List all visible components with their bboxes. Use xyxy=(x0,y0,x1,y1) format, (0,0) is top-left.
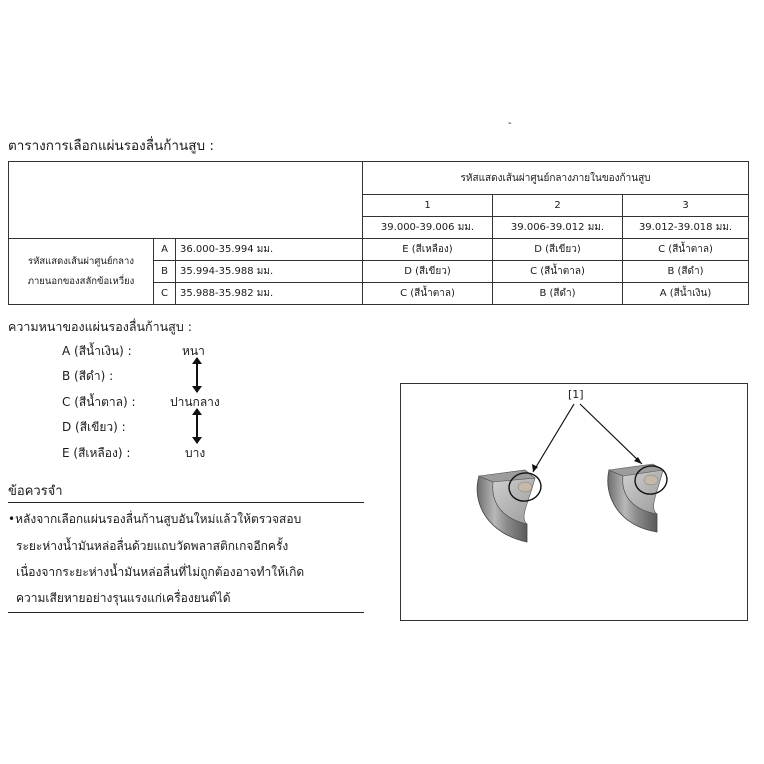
thick-label: หนา xyxy=(182,344,205,358)
thickness-label-e: E (สีเหลือง) : xyxy=(62,446,131,460)
note-line: เนื่องจากระยะห่างน้ำมันหล่อลื่นที่ไม่ถูกต้องอาจทำให้เกิด xyxy=(16,565,305,579)
note-title: ข้อควรจำ xyxy=(8,484,63,499)
table-cell: B (สีดำ) xyxy=(493,283,623,305)
thickness-title: ความหนาของแผ่นรองลื่นก้านสูบ : xyxy=(8,319,192,334)
double-arrow-icon xyxy=(196,409,198,443)
note-line: ระยะห่างน้ำมันหล่อลื่นด้วยแถบวัดพลาสติกเกจอีกครั้ง xyxy=(16,539,289,553)
table-row xyxy=(9,239,749,261)
row-code: C xyxy=(154,283,176,305)
double-arrow-icon xyxy=(196,358,198,392)
note-divider-top xyxy=(8,502,364,503)
page-title: ตารางการเลือกแผ่นรองลื่นก้านสูบ : xyxy=(8,138,214,154)
table-cell: A (สีน้ำเงิน) xyxy=(623,283,749,305)
callout-leader-line xyxy=(580,404,642,464)
row-range: 35.988-35.982 มม. xyxy=(176,283,363,305)
thickness-label-a: A (สีน้ำเงิน) : xyxy=(62,344,132,358)
table-corner-cell xyxy=(9,162,363,239)
bearing-shell-right xyxy=(608,463,669,532)
column-range: 39.006-39.012 มม. xyxy=(493,217,623,239)
column-group-header: รหัสแสดงเส้นผ่าศูนย์กลางภายในของก้านสูบ xyxy=(363,162,749,195)
table-cell: C (สีน้ำตาล) xyxy=(493,261,623,283)
table-row xyxy=(9,162,749,195)
row-header-line: ภายนอกของสลักข้อเหวี่ยง xyxy=(27,275,135,287)
row-header-line: รหัสแสดงเส้นผ่าศูนย์กลาง xyxy=(28,255,134,267)
thickness-label-b: B (สีดำ) : xyxy=(62,369,114,383)
column-range: 39.012-39.018 มม. xyxy=(623,217,749,239)
note-divider-bottom xyxy=(8,612,364,613)
note-line: ความเสียหายอย่างรุนแรงแก่เครื่องยนต์ได้ xyxy=(16,591,231,605)
column-range: 39.000-39.006 มม. xyxy=(363,217,493,239)
table-cell: D (สีเขียว) xyxy=(493,239,623,261)
row-code: A xyxy=(154,239,176,261)
table-cell: B (สีดำ) xyxy=(623,261,749,283)
table-cell: E (สีเหลือง) xyxy=(363,239,493,261)
thickness-label-d: D (สีเขียว) : xyxy=(62,420,126,434)
thickness-label-c: C (สีน้ำตาล) : xyxy=(62,395,136,409)
table-cell: C (สีน้ำตาล) xyxy=(363,283,493,305)
thin-label: บาง xyxy=(185,446,206,460)
stray-mark: - xyxy=(508,118,512,129)
column-code: 2 xyxy=(493,195,623,217)
row-group-header xyxy=(9,239,154,305)
note-line: •หลังจากเลือกแผ่นรองลื่นก้านสูบอันใหม่แล้วให้ตรวจสอบ xyxy=(8,512,302,526)
row-range: 36.000-35.994 มม. xyxy=(176,239,363,261)
callout-leader-line xyxy=(533,404,574,472)
table-cell: D (สีเขียว) xyxy=(363,261,493,283)
bearing-figure xyxy=(400,383,748,621)
figure-callout-label: [1] xyxy=(568,388,584,401)
table-cell: C (สีน้ำตาล) xyxy=(623,239,749,261)
column-code: 1 xyxy=(363,195,493,217)
bearing-shell-left xyxy=(477,470,543,542)
row-range: 35.994-35.988 มม. xyxy=(176,261,363,283)
column-code: 3 xyxy=(623,195,749,217)
bearing-shells-illustration xyxy=(401,384,746,619)
row-code: B xyxy=(154,261,176,283)
medium-label: ปานกลาง xyxy=(170,395,220,409)
bearing-selection-table xyxy=(8,161,749,305)
